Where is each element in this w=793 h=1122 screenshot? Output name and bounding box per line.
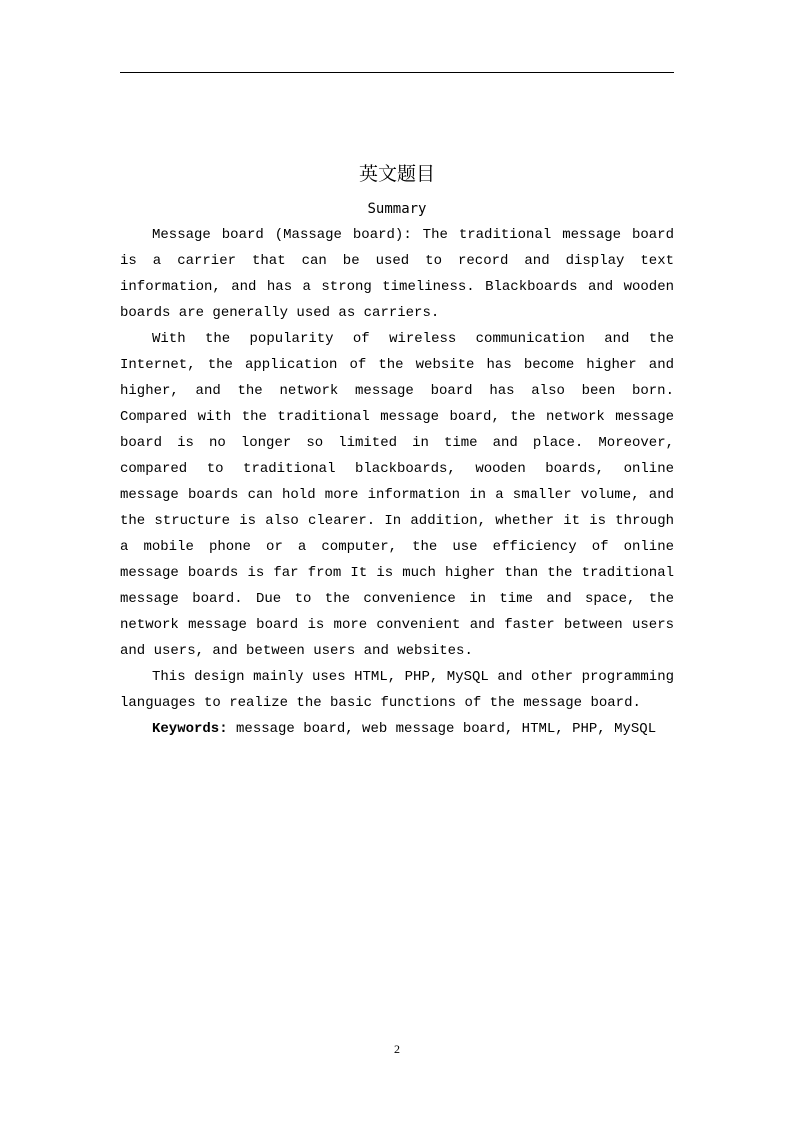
keywords-text: message board, web message board, HTML, PHP, MySQL — [227, 721, 657, 737]
keywords-label: Keywords: — [152, 721, 228, 737]
abstract-paragraph-3: This design mainly uses HTML, PHP, MySQL and other programming languages to realize the basic functions of the message board. — [120, 669, 674, 711]
abstract-paragraph-1: Message board (Massage board): The traditional message board is a carrier that can be used to record and display text information, and has a strong timeliness. Blackboards and wooden boards are generally used as carriers. — [120, 227, 674, 321]
keywords-line — [120, 716, 674, 742]
abstract-paragraph-2: With the popularity of wireless communication and the Internet, the application of the website has become higher and higher, and the network message board has also been born. Compared with the traditional message board, the network message board is no longer so limited in time and place. Moreover, compared to traditional blackboards, wooden boards, online message boards can hold more information in a smaller volume, and the structure is also clearer. In addition, whether it is through a mobile phone or a computer, the use efficiency of online message boards is far from It is much higher than the traditional message board. Due to the convenience in time and space, the network message board is more convenient and faster between users and users, and between users and websites. — [120, 331, 674, 659]
abstract-body — [120, 222, 674, 742]
header-rule — [120, 72, 674, 73]
page-number: 2 — [394, 1042, 400, 1056]
summary-heading: Summary — [367, 201, 427, 217]
page-title: 英文题目 — [358, 163, 435, 185]
